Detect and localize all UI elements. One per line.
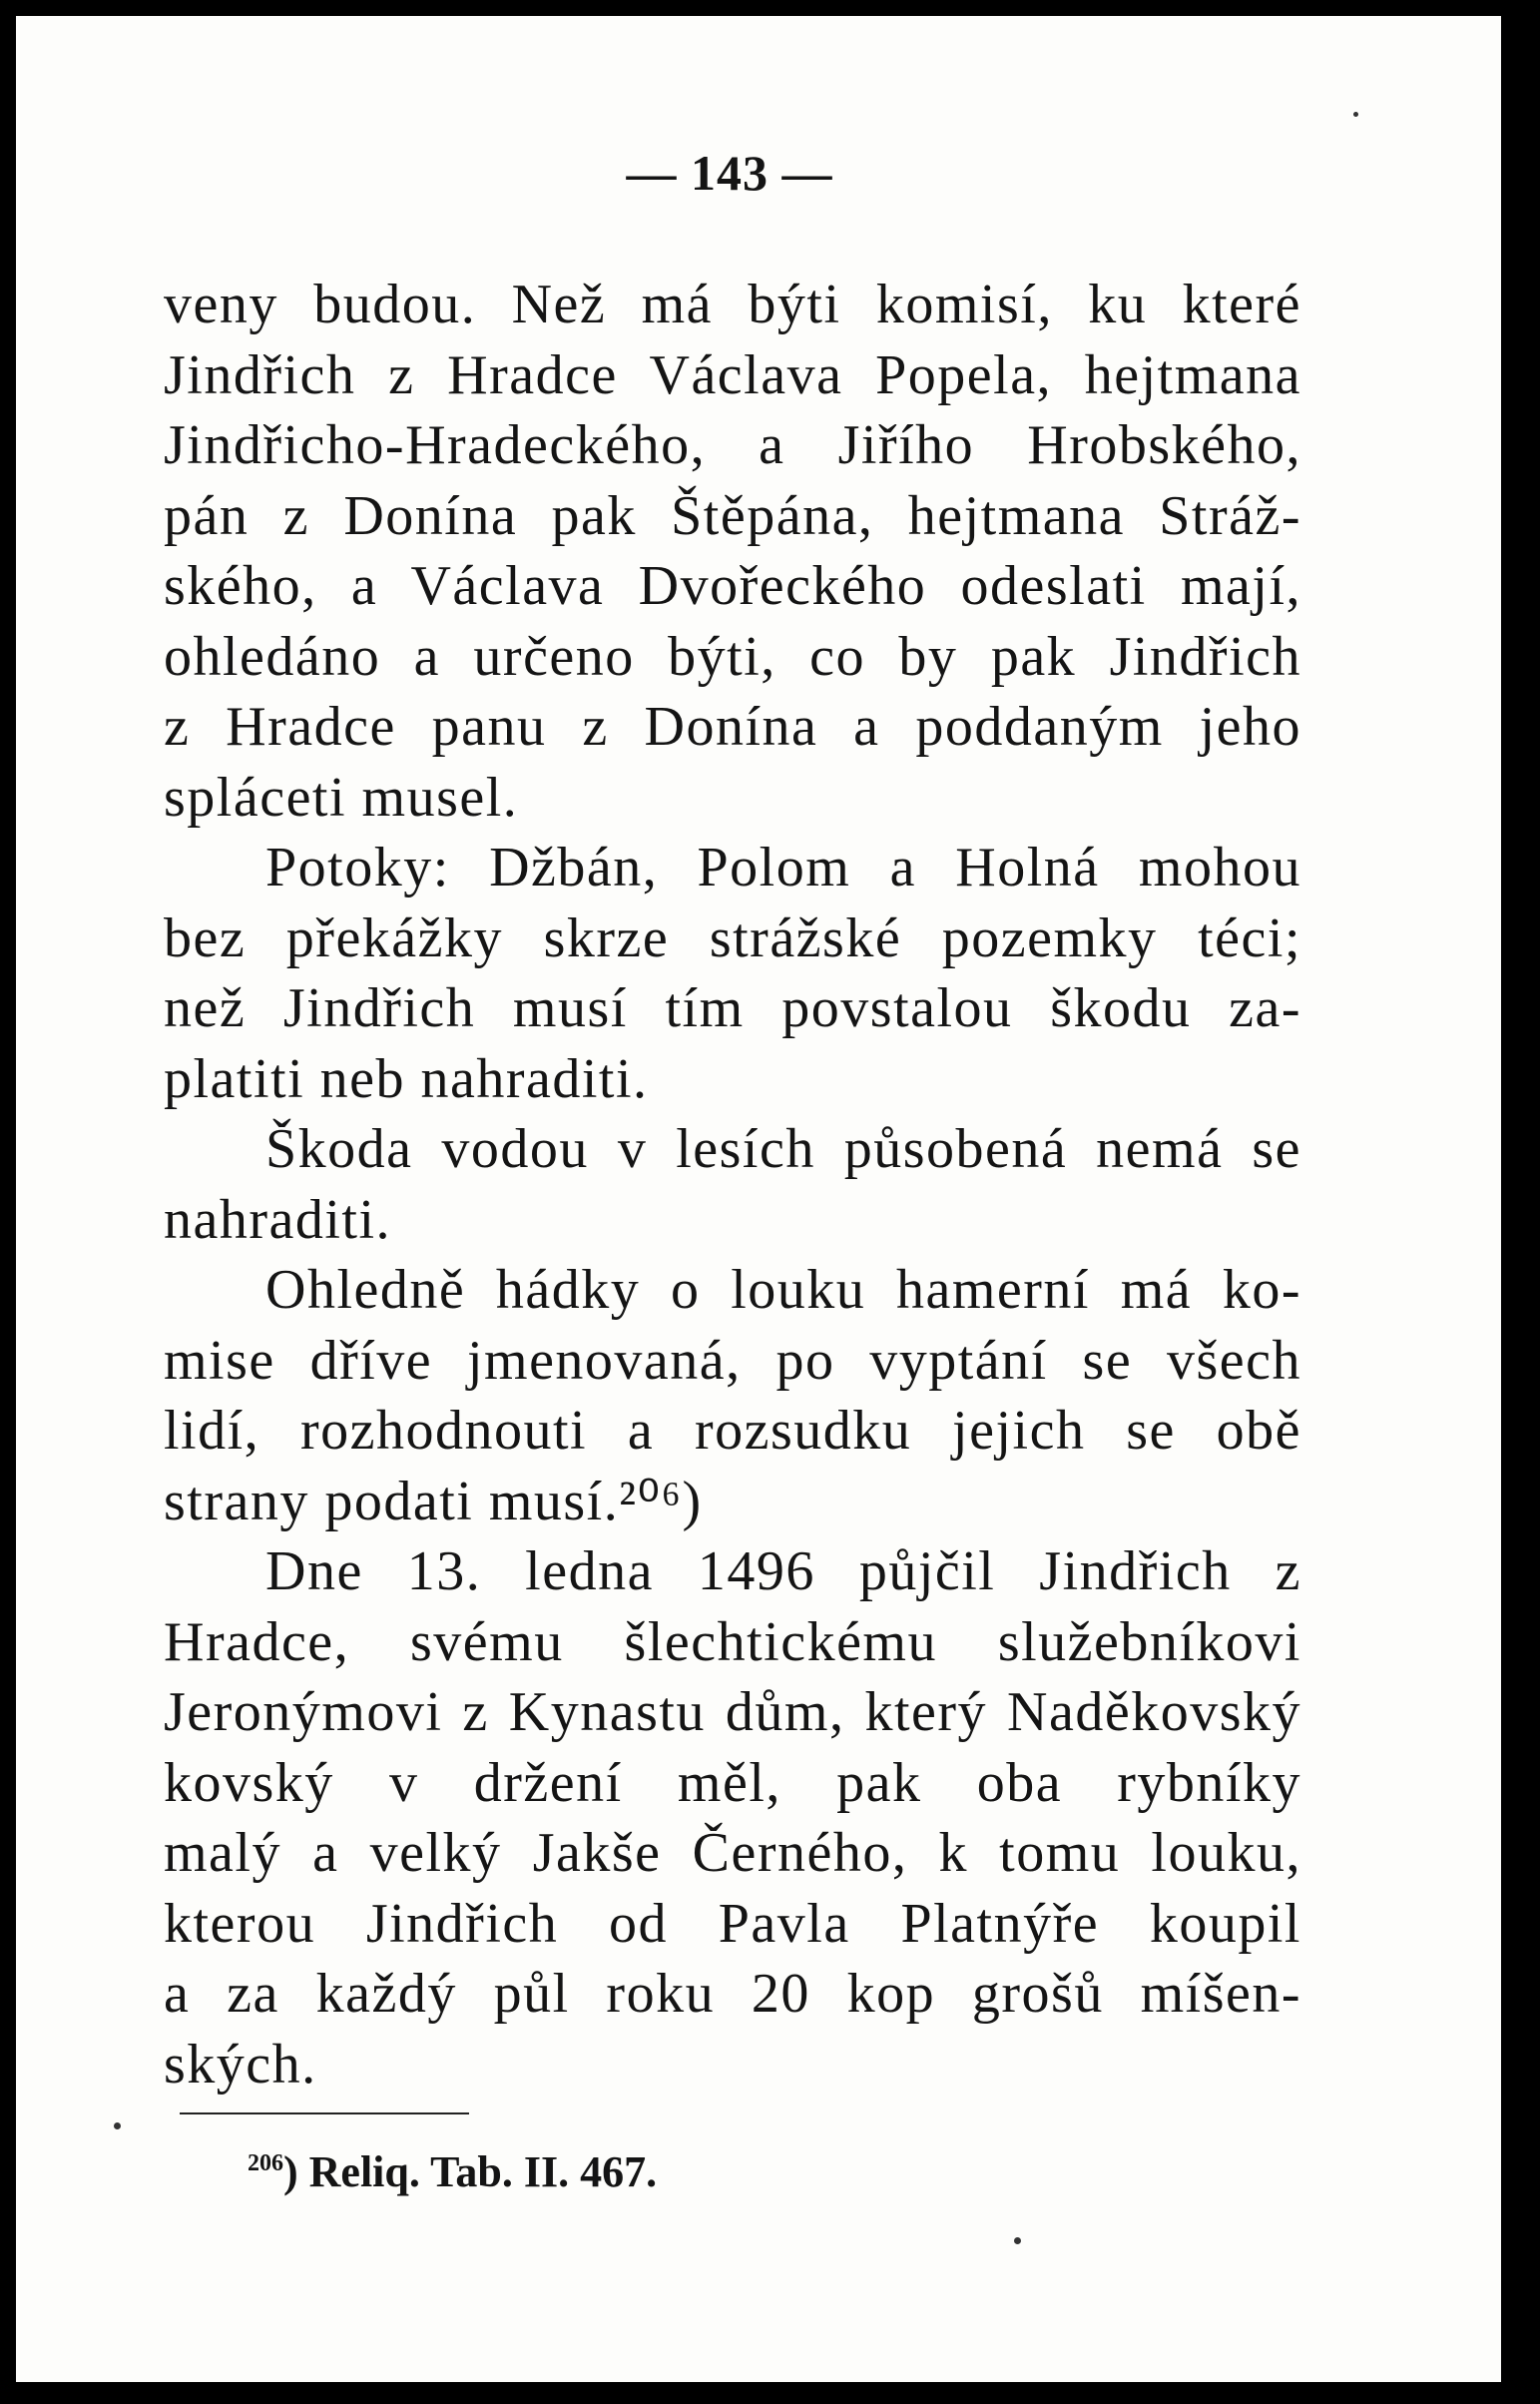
text-line: ských. bbox=[164, 2033, 317, 2096]
text-line: Škoda vodou v lesích působená nemá se bbox=[265, 1118, 1301, 1180]
text-line: a za každý půl roku 20 kop grošů míšen- bbox=[164, 1963, 1301, 2025]
footnote-mark: 206 bbox=[248, 2150, 283, 2176]
body-text bbox=[164, 270, 1301, 2100]
text-line: kovský v držení měl, pak oba rybníky bbox=[164, 1751, 1301, 1814]
text-line: Jindřich z Hradce Václava Popela, hejtmana bbox=[164, 343, 1301, 406]
text-line: ského, a Václava Dvořeckého odeslati mají, bbox=[164, 555, 1301, 617]
text-line: platiti neb nahraditi. bbox=[164, 1047, 649, 1110]
text-line: z Hradce panu z Donína a poddaným jeho bbox=[164, 696, 1301, 758]
scan-speck bbox=[1353, 112, 1358, 117]
text-line: Jeronýmovi z Kynastu dům, který Naděkovský bbox=[164, 1681, 1301, 1743]
scan-speck bbox=[1014, 2237, 1021, 2244]
text-line: strany podati musí.²⁰⁶) bbox=[164, 1470, 703, 1532]
text-line: spláceti musel. bbox=[164, 766, 519, 829]
text-line: malý a velký Jakše Černého, k tomu louku, bbox=[164, 1822, 1301, 1884]
text-line: kterou Jindřich od Pavla Platnýře koupil bbox=[164, 1892, 1301, 1955]
text-line: Potoky: Džbán, Polom a Holná mohou bbox=[265, 837, 1301, 899]
text-line: mise dříve jmenovaná, po vyptání se všech bbox=[164, 1329, 1301, 1392]
footnote-rule bbox=[180, 2112, 469, 2114]
text-line: Hradce, svému šlechtickému služebníkovi bbox=[164, 1610, 1301, 1673]
text-line: lidí, rozhodnouti a rozsudku jejich se obě bbox=[164, 1400, 1301, 1462]
scan-speck bbox=[114, 2122, 121, 2129]
footnote bbox=[248, 2146, 657, 2197]
page-number: — 143 — bbox=[626, 145, 833, 201]
text-line: než Jindřich musí tím povstalou škodu za- bbox=[164, 977, 1301, 1039]
text-line: Ohledně hádky o louku hamerní má ko- bbox=[265, 1259, 1301, 1321]
text-line: ohledáno a určeno býti, co by pak Jindřich bbox=[164, 625, 1301, 688]
text-line: bez překážky skrze strážské pozemky téci; bbox=[164, 906, 1301, 969]
text-line: Dne 13. ledna 1496 půjčil Jindřich z bbox=[265, 1540, 1301, 1602]
text-line: nahraditi. bbox=[164, 1188, 392, 1251]
book-page bbox=[16, 16, 1519, 2382]
text-line: Jindřicho-Hradeckého, a Jiřího Hrobského, bbox=[164, 414, 1301, 476]
footnote-text: ) Reliq. Tab. II. 467. bbox=[283, 2147, 658, 2196]
text-line: pán z Donína pak Štěpána, hejtmana Stráž- bbox=[164, 484, 1301, 547]
text-line: veny budou. Než má býti komisí, ku které bbox=[164, 274, 1301, 335]
scan-border bbox=[1501, 16, 1519, 2382]
